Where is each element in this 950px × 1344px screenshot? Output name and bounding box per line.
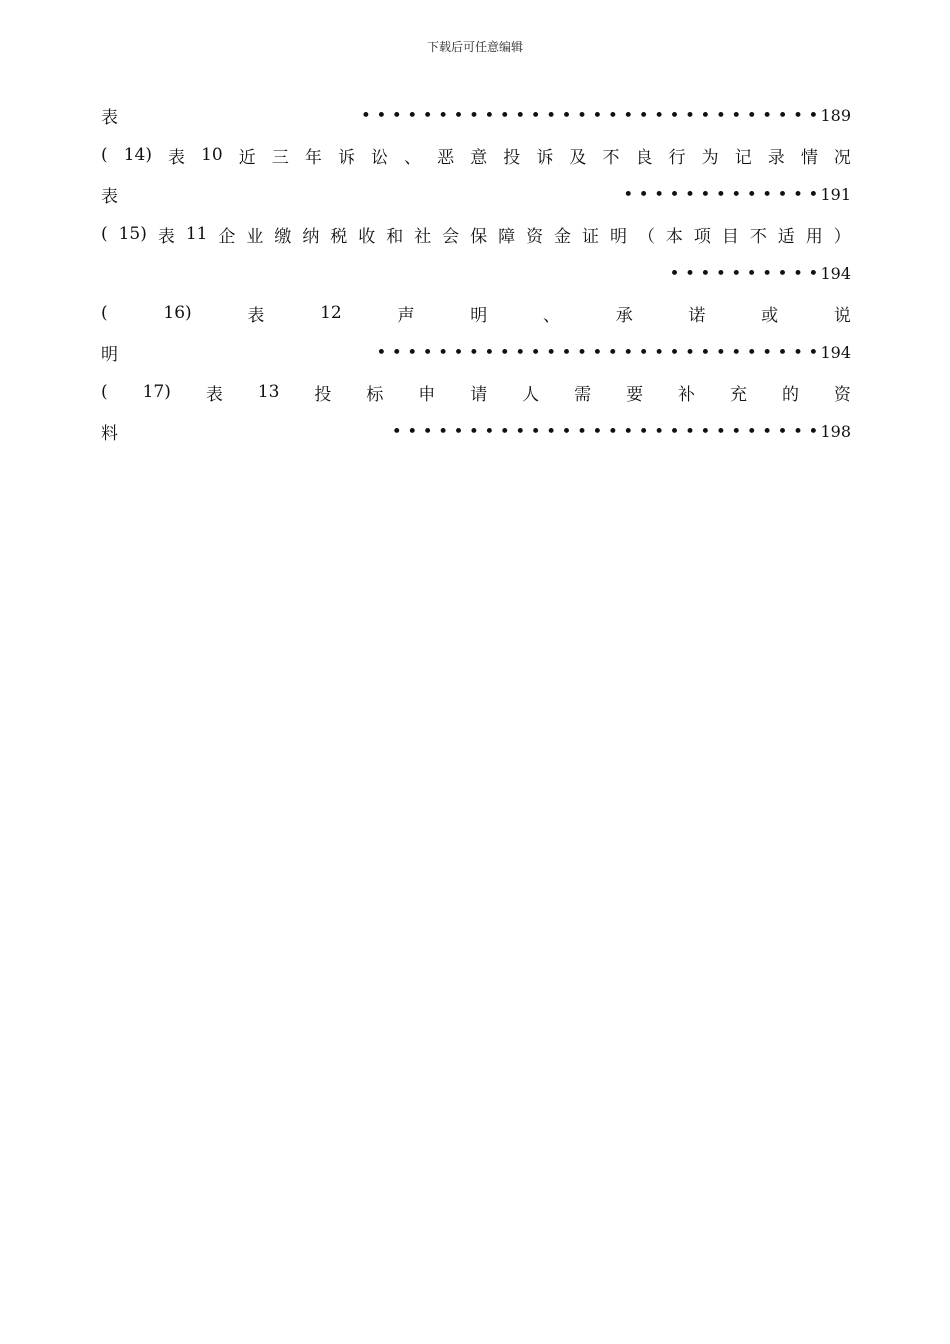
toc-title-fragment: 说 [833, 305, 851, 326]
toc-title-fragment: 11 [185, 224, 208, 245]
toc-title-fragment: ( [101, 224, 108, 245]
toc-title-fragment: 15) [118, 224, 147, 245]
toc-title-fragment: 本 [665, 226, 683, 247]
toc-title-fragment: 表 [205, 384, 223, 405]
toc-entry-e16-line-2[interactable] [101, 333, 851, 373]
toc-title-fragment: ( [101, 145, 108, 166]
toc-title-tail: 表 [101, 187, 118, 208]
toc-title-fragment: ( [101, 303, 108, 324]
toc-title-fragment: 表 [157, 226, 175, 247]
toc-leader [376, 343, 851, 363]
toc-title-fragment: 明 [470, 305, 488, 326]
toc-title-fragment: 金 [554, 226, 572, 247]
toc-title-fragment: 障 [498, 226, 516, 247]
toc-title-fragment: 目 [721, 226, 739, 247]
toc-title-fragment: 恶 [437, 147, 455, 168]
toc-title-fragment: 纳 [302, 226, 320, 247]
toc-leader [392, 422, 851, 442]
toc-title-fragment: 不 [602, 147, 620, 168]
toc-title-tail: 明 [101, 345, 118, 366]
toc-title-fragment: 投 [503, 147, 521, 168]
toc-title-fragment: 或 [761, 305, 779, 326]
toc-title-fragment: 讼 [371, 147, 389, 168]
toc-title-fragment: 会 [442, 226, 460, 247]
toc-title-fragment: 资 [833, 384, 851, 405]
toc-title-fragment: 诺 [688, 305, 706, 326]
toc-leader-dots: • • • • • • • • • • • • • • • • • • • • • • • • • • • • [391, 421, 819, 442]
toc-title-fragment: 14) [123, 145, 152, 166]
toc-title-fragment: 年 [304, 147, 322, 168]
toc-leader-dots: • • • • • • • • • • • • • • • • • • • • • • • • • • • • • • [360, 105, 819, 126]
table-of-contents [101, 96, 851, 452]
toc-entry-e15-line-2[interactable] [101, 254, 851, 294]
toc-entry-e14-line-2[interactable] [101, 175, 851, 215]
toc-title-fragment: 16) [163, 303, 192, 324]
toc-title-fragment: 明 [609, 226, 627, 247]
toc-title-fragment: ( [101, 382, 108, 403]
toc-title-fragment: 诉 [337, 147, 355, 168]
toc-title-fragment: 表 [168, 147, 186, 168]
toc-leader [670, 264, 851, 284]
toc-leader [361, 106, 851, 126]
toc-title-fragment: 请 [470, 384, 488, 405]
toc-page-number: 191 [820, 185, 851, 205]
toc-title-fragment: 承 [615, 305, 633, 326]
toc-title-fragment: 情 [800, 147, 818, 168]
toc-title-fragment: 意 [470, 147, 488, 168]
toc-title-fragment: 诉 [536, 147, 554, 168]
toc-title-fragment: 需 [574, 384, 592, 405]
toc-leader-dots: • • • • • • • • • • • • • [623, 184, 819, 205]
toc-entry-e14-line-1[interactable] [101, 136, 851, 176]
toc-title-fragment: 缴 [274, 226, 292, 247]
toc-title-fragment: 17) [142, 382, 171, 403]
toc-title-fragment: 人 [522, 384, 540, 405]
toc-title-fragment: 为 [701, 147, 719, 168]
toc-title-fragment: 标 [366, 384, 384, 405]
toc-title-fragment: 不 [749, 226, 767, 247]
toc-entry-e16-line-1[interactable] [101, 294, 851, 334]
toc-title-fragment: 适 [777, 226, 795, 247]
toc-entry-e17-line-1[interactable] [101, 373, 851, 413]
toc-title-fragment: 13 [257, 382, 280, 403]
toc-title-fragment: 充 [729, 384, 747, 405]
toc-title-fragment: 保 [470, 226, 488, 247]
toc-title-fragment: 况 [833, 147, 851, 168]
toc-title-fragment: 和 [386, 226, 404, 247]
toc-title-fragment: 收 [358, 226, 376, 247]
toc-title-fragment: 税 [330, 226, 348, 247]
toc-title-fragment: 10 [201, 145, 223, 166]
toc-title-fragment: 企 [218, 226, 236, 247]
toc-title-tail: 表 [101, 108, 118, 129]
toc-title-fragment: 、 [404, 147, 422, 168]
toc-title-fragment: ） [833, 226, 851, 247]
toc-title-fragment: 补 [678, 384, 696, 405]
toc-title-fragment: 的 [781, 384, 799, 405]
toc-leader-dots: • • • • • • • • • • • • • • • • • • • • • • • • • • • • • [376, 342, 819, 363]
toc-title-fragment: 行 [668, 147, 686, 168]
toc-page-number: 189 [820, 106, 851, 126]
toc-page-number: 194 [820, 264, 851, 284]
toc-title-fragment: 表 [247, 305, 265, 326]
toc-title-fragment: 社 [414, 226, 432, 247]
toc-title-fragment: 要 [626, 384, 644, 405]
toc-title-fragment: 证 [582, 226, 600, 247]
toc-title-fragment: 、 [542, 305, 560, 326]
page-header: 下载后可任意编辑 [426, 40, 523, 54]
toc-entry-e13-line-1[interactable] [101, 96, 851, 136]
toc-title-fragment: 用 [805, 226, 823, 247]
toc-title-fragment: 录 [767, 147, 785, 168]
toc-title-tail: 料 [101, 424, 118, 445]
toc-title-fragment: 记 [734, 147, 752, 168]
toc-page-number: 194 [820, 343, 851, 363]
toc-entry-e17-line-2[interactable] [101, 412, 851, 452]
toc-title-fragment: 投 [314, 384, 332, 405]
toc-title-fragment: （ [637, 226, 655, 247]
toc-title-fragment: 项 [693, 226, 711, 247]
toc-page-number: 198 [820, 422, 851, 442]
toc-entry-e15-line-1[interactable] [101, 215, 851, 255]
toc-leader [623, 185, 851, 205]
toc-title-fragment: 12 [320, 303, 342, 324]
toc-title-fragment: 资 [526, 226, 544, 247]
toc-title-fragment: 近 [238, 147, 256, 168]
toc-title-fragment: 业 [246, 226, 264, 247]
toc-title-fragment: 声 [397, 305, 415, 326]
toc-title-fragment: 三 [271, 147, 289, 168]
toc-title-fragment: 及 [569, 147, 587, 168]
toc-leader-dots: • • • • • • • • • • [669, 263, 819, 284]
toc-title-fragment: 良 [635, 147, 653, 168]
toc-title-fragment: 申 [418, 384, 436, 405]
